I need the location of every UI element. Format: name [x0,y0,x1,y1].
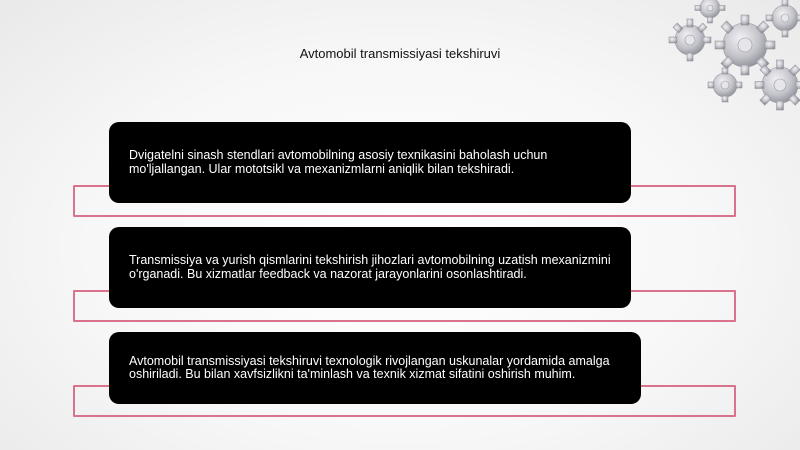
info-card [109,332,641,404]
gears-icon [650,0,800,115]
slide-title: Avtomobil transmissiyasi tekshiruvi [299,46,501,61]
info-card-text: Dvigatelni sinash stendlari avtomobilning asosiy texnikasini baholash uchun mo'ljallangan. Ular mototsikl va mexanizmlarni aniqlik bilan tekshiradi. [129,148,548,176]
info-card [109,122,631,203]
info-card-text: Avtomobil transmissiyasi tekshiruvi texnologik rivojlangan uskunalar yordamida amalga oshiriladi. Bu bilan xavfsizlikni ta'minlash va texnik xizmat sifatini oshirish muhim. [129,353,610,381]
info-card [109,227,631,308]
info-card-text: Transmissiya va yurish qismlarini tekshirish jihozlari avtomobilning uzatish mexanizmini o'rganadi. Bu xizmatlar feedback va nazorat jarayonlarini osonlashtiradi. [129,253,611,281]
